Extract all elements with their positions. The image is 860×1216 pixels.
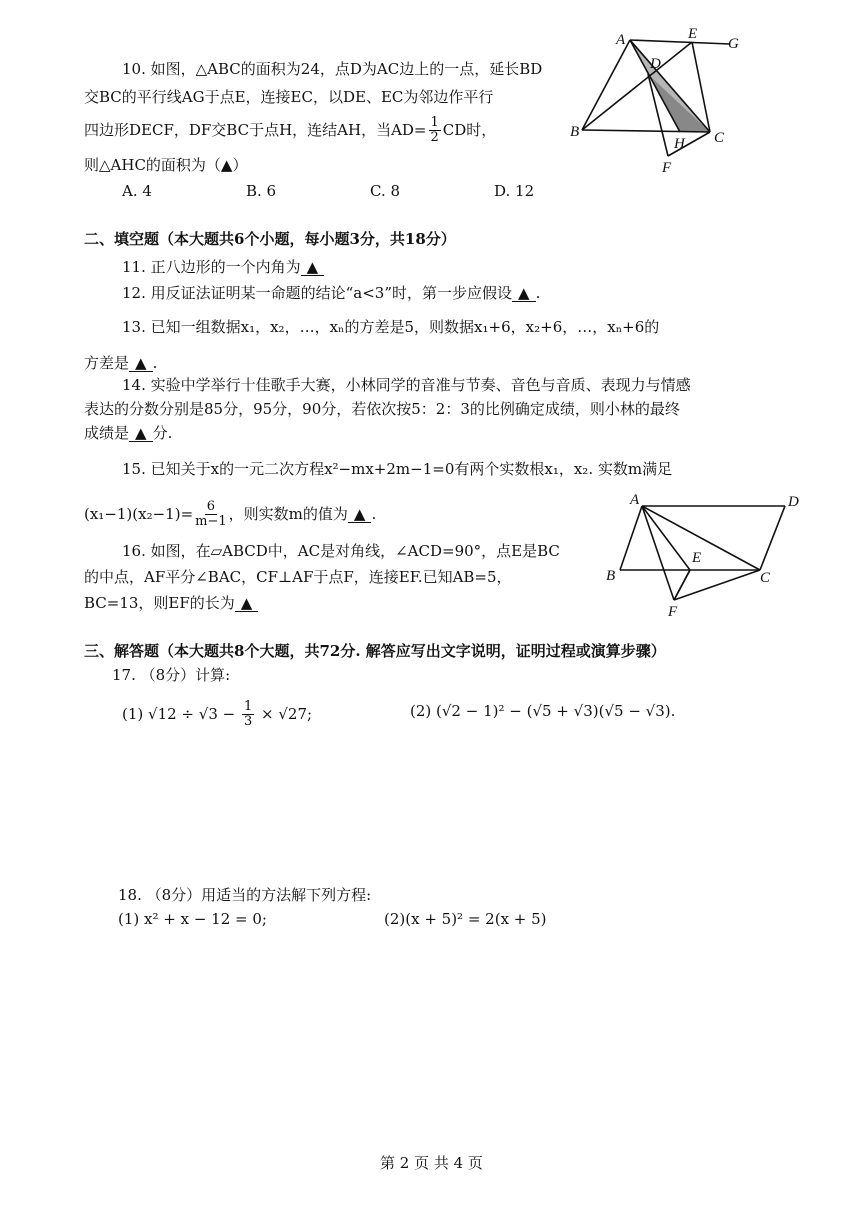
page-number: 第 2 页 共 4 页 xyxy=(380,1154,483,1172)
q10-line4: 则△AHC的面积为（▲） xyxy=(84,156,248,174)
q13-period: . xyxy=(152,354,158,372)
q10-option-d: D. 12 xyxy=(494,182,535,200)
q10-label-c: C xyxy=(714,130,725,146)
q10-line3-pre: 四边形DECF，DF交BC于点H，连结AH，当AD= xyxy=(84,120,427,139)
q13-answer-blank: ▲ xyxy=(129,356,153,372)
q17-frac-den: 3 xyxy=(243,714,253,730)
q16-answer-blank: ▲ xyxy=(235,596,259,612)
q10-label-f: F xyxy=(662,160,672,176)
q16-label-d: D xyxy=(788,494,799,510)
q11-text: 11. 正八边形的一个内角为 xyxy=(122,258,301,276)
q17-title: 17. （8分）计算: xyxy=(112,666,231,684)
q16-line3 xyxy=(84,592,258,613)
q17-part1 xyxy=(122,700,312,730)
q14-answer-blank: ▲ xyxy=(129,426,153,442)
q16-line1: 16. 如图，在▱ABCD中，AC是对角线，∠ACD=90°，点E是BC xyxy=(122,542,560,560)
q10-label-g: G xyxy=(728,36,739,52)
q17-fraction xyxy=(242,700,254,730)
q12-text: 12. 用反证法证明某一命题的结论“a<3”时，第一步应假设 xyxy=(122,284,513,302)
q16-line2: 的中点，AF平分∠BAC，CF⊥AF于点F，连接EF.已知AB=5， xyxy=(84,568,512,586)
q10-label-h: H xyxy=(674,136,685,152)
q15-line1: 15. 已知关于x的一元二次方程x²−mx+2m−1=0有两个实数根x₁，x₂. 实数m满足 xyxy=(122,460,673,478)
q10-line1: 10. 如图，△ABC的面积为24，点D为AC边上的一点，延长BD xyxy=(122,60,543,78)
section2-heading: 二、填空题（本大题共6个小题，每小题3分，共18分） xyxy=(84,230,456,248)
q16-text: BC=13，则EF的长为 xyxy=(84,594,235,612)
q10-option-b: B. 6 xyxy=(246,182,277,200)
q10-fraction xyxy=(429,116,441,146)
q17-part1-post: × √27; xyxy=(256,704,313,723)
q11 xyxy=(122,256,324,277)
q10-label-e: E xyxy=(688,28,698,42)
q15-line2 xyxy=(84,500,376,530)
q18-part1: (1) x² + x − 12 = 0; xyxy=(118,910,267,928)
q10-line2: 交BC的平行线AG于点E，连接EC，以DE、EC为邻边作平行 xyxy=(84,88,494,106)
q14-unit: 分. xyxy=(152,424,173,442)
q10-label-d: D xyxy=(650,56,661,72)
q12 xyxy=(122,282,540,303)
q18-title: 18. （8分）用适当的方法解下列方程: xyxy=(118,886,372,904)
q15-answer-blank: ▲ xyxy=(348,507,372,523)
q15-period: . xyxy=(371,504,377,523)
q10-figure xyxy=(570,28,750,178)
q15-frac-den: m−1 xyxy=(195,514,227,530)
q10-option-c: C. 8 xyxy=(370,182,401,200)
q16-label-b: B xyxy=(606,568,616,584)
q16-label-e: E xyxy=(692,550,702,566)
q13-line1: 13. 已知一组数据x₁，x₂，…，xₙ的方差是5，则数据x₁+6，x₂+6，…，xₙ+6的 xyxy=(122,318,660,336)
q14-text: 成绩是 xyxy=(84,424,130,442)
q14-line1: 14. 实验中学举行十佳歌手大赛，小林同学的音准与节奏、音色与音质、表现力与情感 xyxy=(122,376,691,394)
q16-figure xyxy=(600,490,810,620)
q14-line2: 表达的分数分别是85分，95分，90分，若依次按5：2：3的比例确定成绩，则小林的最终 xyxy=(84,400,680,418)
q12-answer-blank: ▲ xyxy=(512,286,536,302)
q10-line3 xyxy=(84,116,496,146)
q13-text: 方差是 xyxy=(84,354,130,372)
q16-label-a: A xyxy=(630,492,640,508)
q10-options xyxy=(122,182,618,200)
q16-label-c: C xyxy=(760,570,771,586)
q10-frac-den: 2 xyxy=(430,130,439,146)
q10-frac-num: 1 xyxy=(430,115,439,130)
q12-period: . xyxy=(535,284,541,302)
q10-label-a: A xyxy=(616,32,626,48)
q15-text: ，则实数m的值为 xyxy=(228,504,348,523)
q13-line2 xyxy=(84,352,157,373)
q17-part1-pre: (1) √12 ÷ √3 − xyxy=(122,704,240,723)
section3-heading: 三、解答题（本大题共8个大题，共72分. 解答应写出文字说明，证明过程或演算步骤） xyxy=(84,642,666,660)
q15-expr: (x₁−1)(x₂−1)= xyxy=(84,504,194,523)
q16-label-f: F xyxy=(668,604,678,620)
q15-frac-num: 6 xyxy=(206,499,216,514)
q10-line3-post: CD时， xyxy=(442,120,497,139)
q10-label-b: B xyxy=(570,124,580,140)
q11-answer-blank: ▲ xyxy=(301,260,325,276)
q17-part2: (2) (√2 − 1)² − (√5 + √3)(√5 − √3). xyxy=(410,702,676,720)
q10-option-a: A. 4 xyxy=(122,182,152,200)
q14-line3 xyxy=(84,422,172,443)
q15-fraction xyxy=(195,500,227,530)
q18-part2: (2)(x + 5)² = 2(x + 5) xyxy=(384,910,547,928)
q17-frac-num: 1 xyxy=(243,699,253,714)
